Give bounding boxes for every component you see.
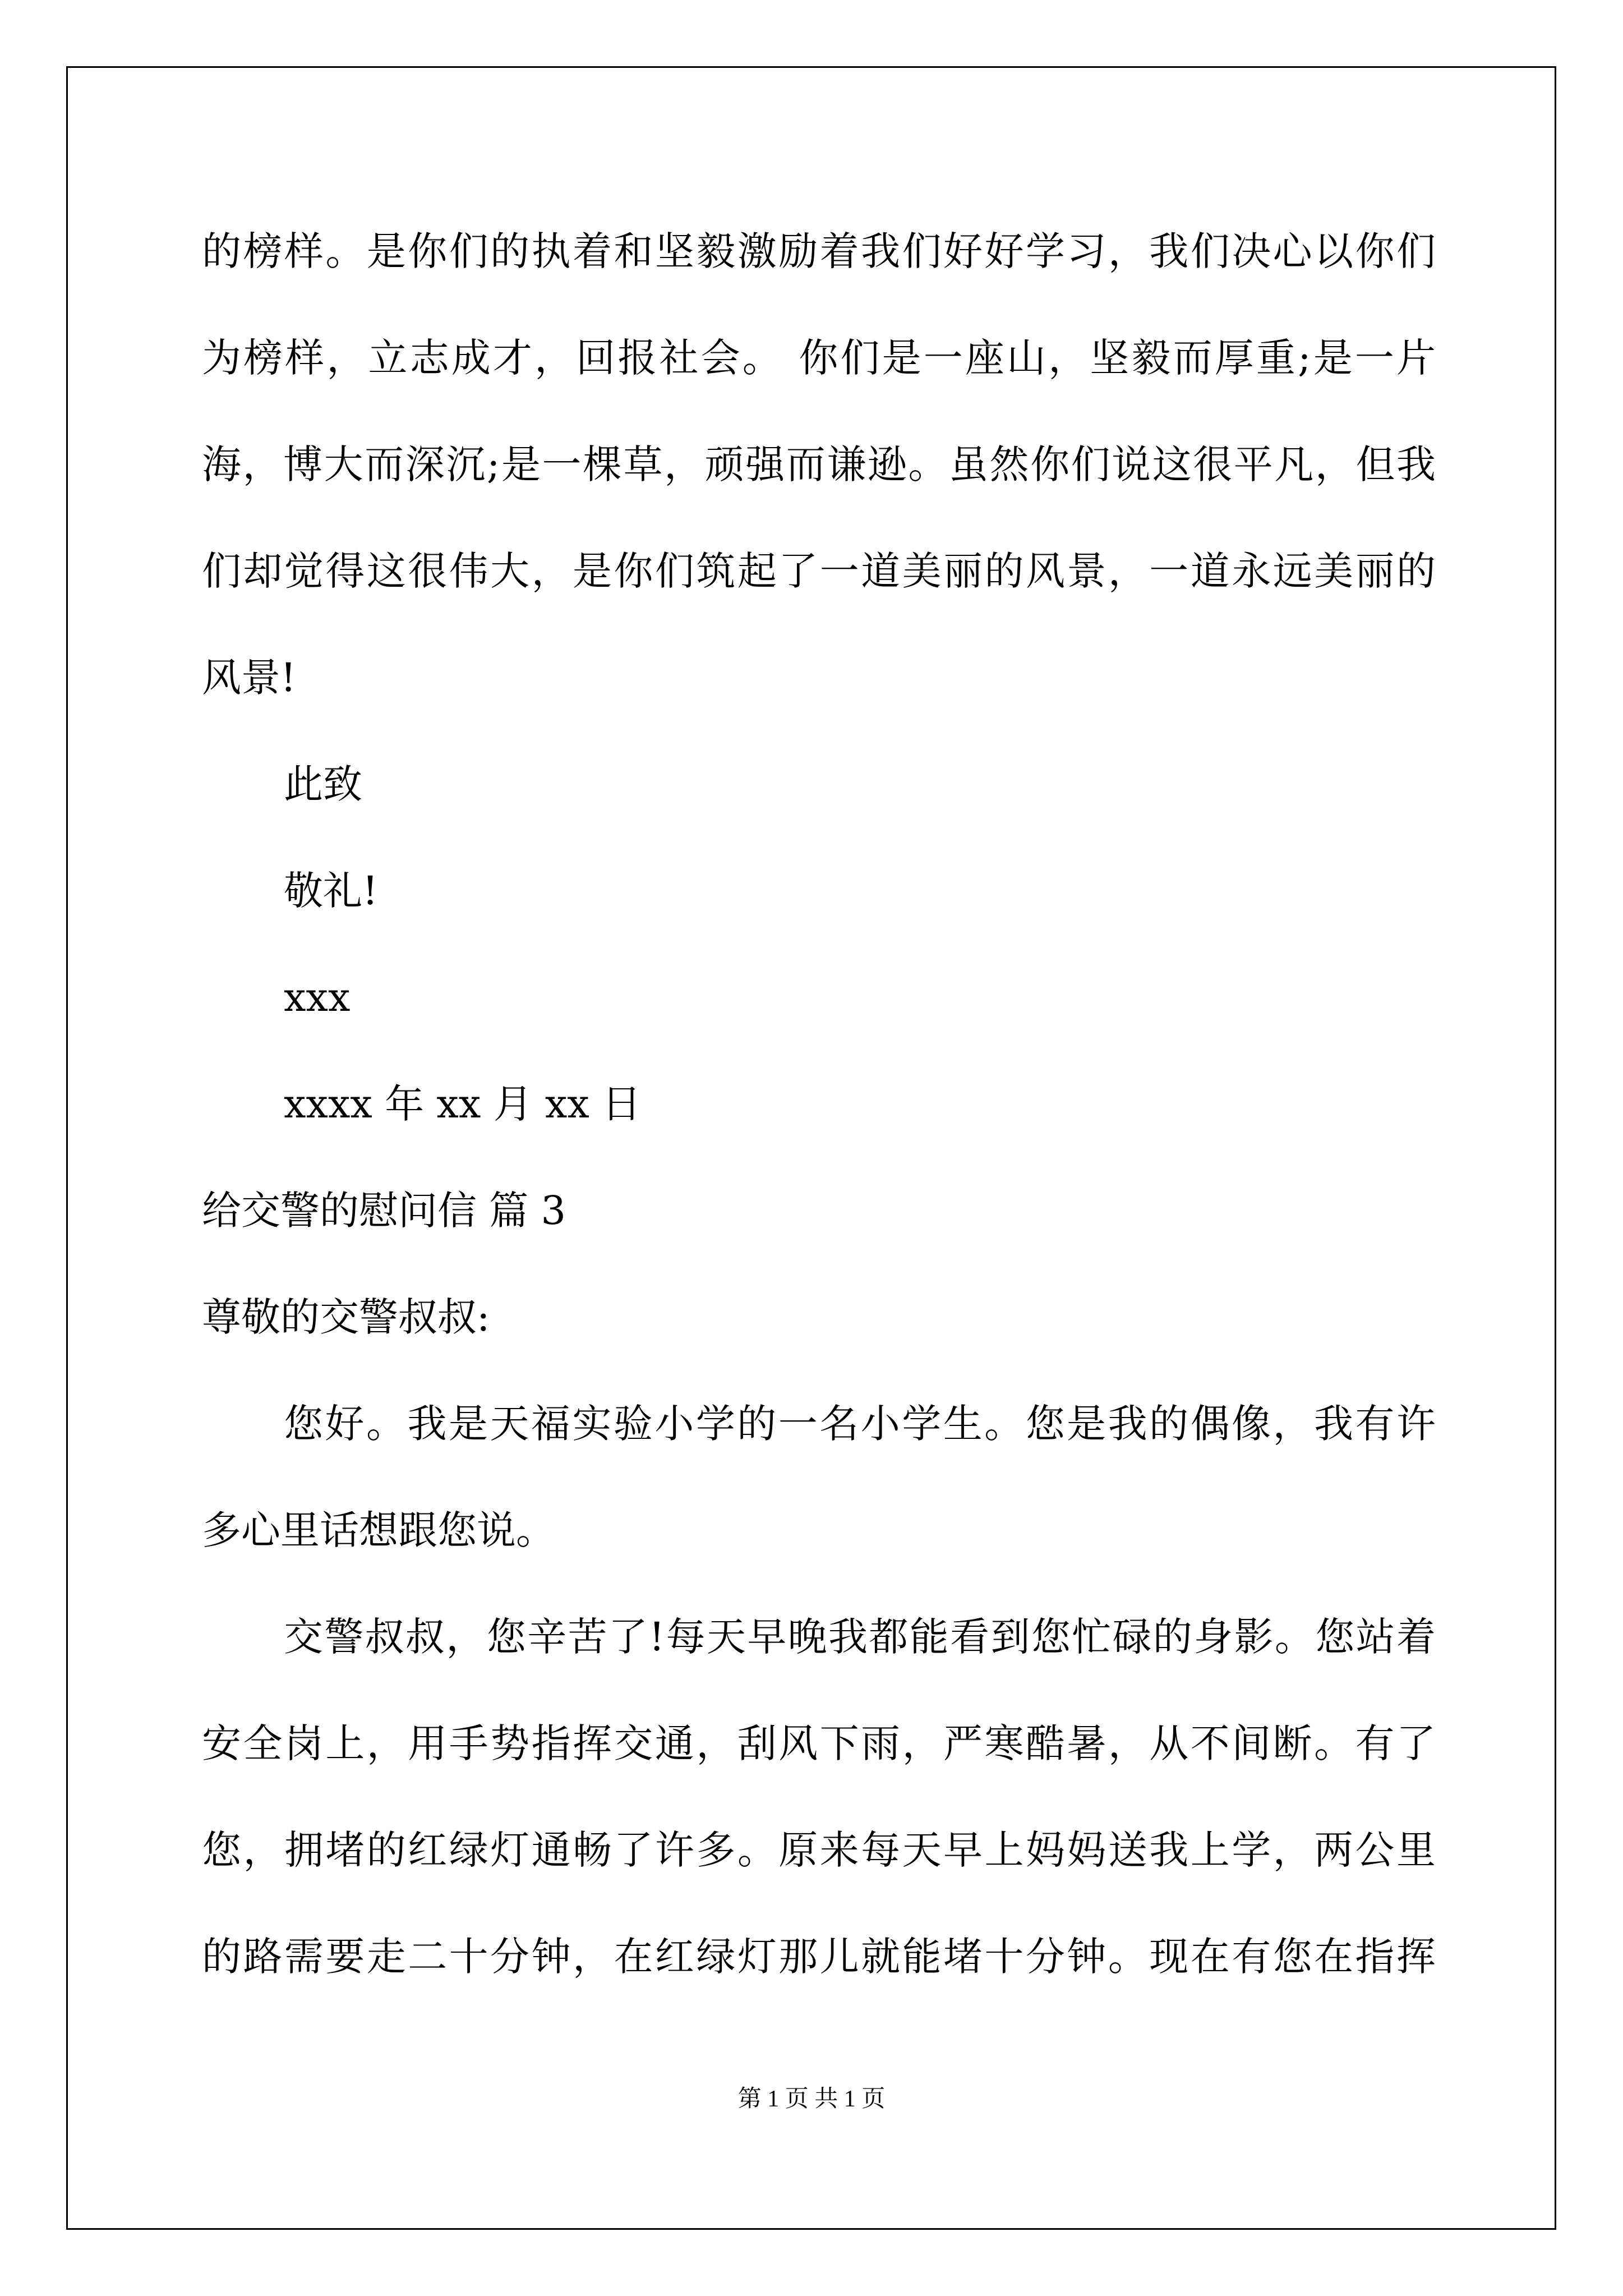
paragraph-line: 们却觉得这很伟大，是你们筑起了一道美丽的风景，一道永远美丽的 bbox=[202, 548, 1436, 594]
paragraph-line: 交警叔叔，您辛苦了!每天早晚我都能看到您忙碌的身影。您站着 bbox=[284, 1614, 1436, 1660]
closing-regards: 敬礼! bbox=[284, 868, 379, 914]
letter-greeting: 尊敬的交警叔叔: bbox=[202, 1294, 490, 1340]
paragraph-line: 您，拥堵的红绿灯通畅了许多。原来每天早上妈妈送我上学，两公里 bbox=[202, 1827, 1436, 1873]
paragraph-line: 多心里话想跟您说。 bbox=[202, 1507, 555, 1553]
paragraph-line: 为榜样，立志成才，回报社会。 你们是一座山，坚毅而厚重;是一片 bbox=[202, 335, 1436, 381]
signature: xxx bbox=[284, 974, 351, 1020]
paragraph-line: 您好。我是天福实验小学的一名小学生。您是我的偶像，我有许 bbox=[284, 1401, 1436, 1447]
paragraph-line: 安全岗上，用手势指挥交通，刮风下雨，严寒酷暑，从不间断。有了 bbox=[202, 1720, 1436, 1766]
page-footer: 第 1 页 共 1 页 bbox=[737, 2086, 886, 2112]
page-border bbox=[66, 66, 1556, 2230]
paragraph-line: 海，博大而深沉;是一棵草，顽强而谦逊。虽然你们说这很平凡，但我 bbox=[202, 441, 1436, 487]
section-title: 给交警的慰问信 篇 3 bbox=[202, 1188, 566, 1234]
paragraph-line: 的榜样。是你们的执着和坚毅激励着我们好好学习，我们决心以你们 bbox=[202, 228, 1436, 274]
paragraph-line: 风景! bbox=[202, 655, 297, 701]
paragraph-line: 的路需要走二十分钟，在红绿灯那儿就能堵十分钟。现在有您在指挥 bbox=[202, 1934, 1436, 1980]
closing-salutation: 此致 bbox=[284, 761, 362, 807]
letter-date: xxxx 年 xx 月 xx 日 bbox=[284, 1081, 642, 1127]
